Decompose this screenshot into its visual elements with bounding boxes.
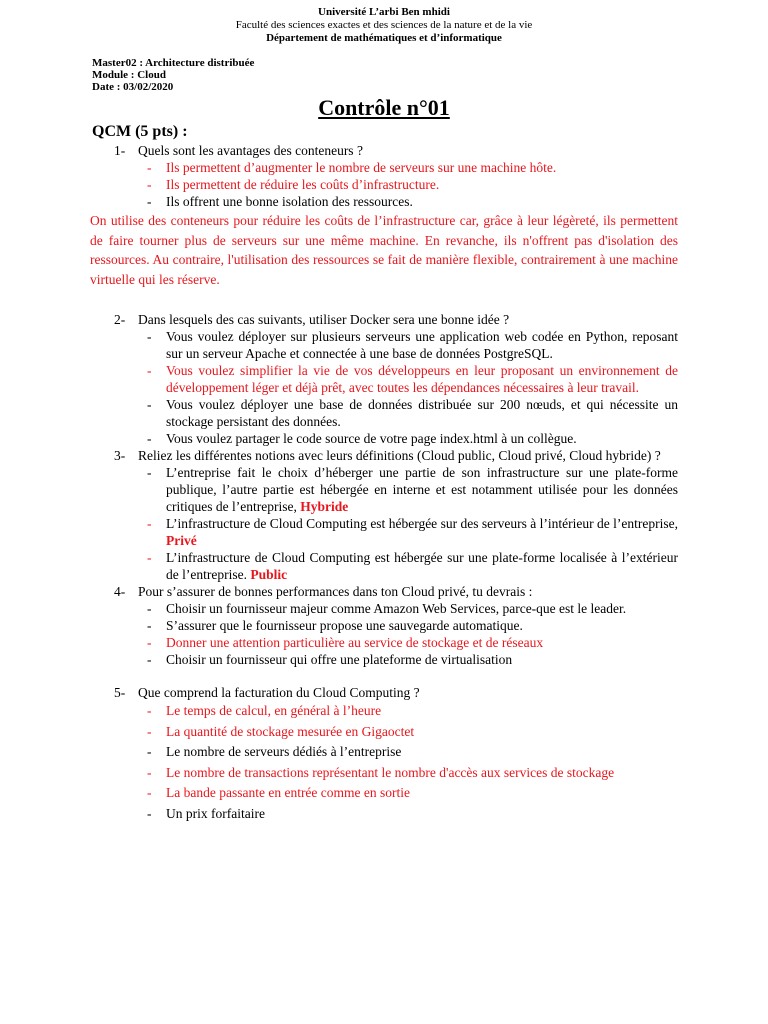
dash-bullet: - [147,785,152,800]
dash-bullet: - [147,635,152,650]
answer-option [90,763,678,784]
answer-label: Privé [166,533,197,548]
option-text: Un prix forfaitaire [166,805,265,821]
dash-bullet: - [147,550,152,565]
answer-option [90,651,678,668]
faculty-name: Faculté des sciences exactes et des sciences de la nature et de la vie [235,19,533,31]
answer-option [90,701,678,722]
university-name: Université L’arbi Ben mhidi [318,6,450,18]
answer-option [90,464,678,515]
answer-option [90,362,678,396]
dash-bullet: - [147,177,152,192]
answer-option [90,396,678,430]
question-3 [90,447,678,464]
option-text: Choisir un fournisseur majeur comme Amazon Web Services, parce-que est le leader. [166,601,627,616]
option-text: Vous voulez partager le code source de votre page index.html à un collègue. [166,431,577,446]
option-text: La bande passante en entrée comme en sortie [166,785,411,800]
question-text: Dans lesquels des cas suivants, utiliser Docker sera une bonne idée ? [138,312,510,327]
dash-bullet: - [147,397,152,412]
answer-label: Public [250,567,288,582]
option-text: Ils offrent une bonne isolation des ressources. [166,194,413,209]
question-4 [90,583,678,600]
explanation-text: On utilise des conteneurs pour réduire les coûts de l’infrastructure car, grâce à leur légèreté, ils permettent de faire tourner plus de serveurs sur une même machine. En revanche, ils n'offrent pas d'isolation des ressources. Au contraire, l'utilisation des ressources se fait de manière flexible, contrairement à une machine virtuelle qui les réserve. [90,213,678,287]
dash-bullet: - [147,516,152,531]
dash-bullet: - [147,329,152,344]
answer-option [90,722,678,743]
answer-option [90,783,678,804]
document-header [0,0,768,45]
dash-bullet: - [147,194,152,209]
questions [90,142,678,824]
question-2 [90,311,678,328]
answer-option [90,742,678,763]
answer-option [90,193,678,210]
option-text: Ils permettent de réduire les coûts d’infrastructure. [166,177,440,192]
option-text: La quantité de stockage mesurée en Gigaoctet [166,723,415,739]
dash-bullet: - [147,160,152,175]
question-number: 4- [114,584,126,599]
dash-bullet: - [147,363,152,378]
section-heading: QCM (5 pts) : [92,123,188,140]
option-text: Vous voulez déployer une base de données distribuée sur 200 nœuds, et qui nécessite un stockage persistant des données. [166,397,678,429]
option-text: L’infrastructure de Cloud Computing est hébergée sur une plate-forme localisée à l’extérieur de l’entreprise. [166,550,678,582]
option-text: Le nombre de transactions représentant le nombre d'accès aux services de stockage [166,764,615,780]
question-number: 2- [114,312,126,327]
option-text: L’entreprise fait le choix d’héberger une partie de son infrastructure sur une plate-forme publique, l’autre partie est hébergée en interne et est notamment utilisée pour les données critiques de l’entreprise, [166,465,678,514]
answer-option [90,328,678,362]
question-5 [90,684,678,701]
dash-bullet: - [147,764,152,780]
answer-option [90,617,678,634]
dash-bullet: - [147,805,152,821]
option-text: Vous voulez déployer sur plusieurs serveurs une application web codée en Python, reposant sur un serveur Apache et connectée à une base de données PostgreSQL. [166,329,678,361]
program-line: Master02 : Architecture distribuée [92,57,255,69]
module-line: Module : Cloud [92,69,166,81]
dash-bullet: - [147,723,152,739]
answer-option [90,430,678,447]
exam-meta [92,57,254,93]
dash-bullet: - [147,703,152,718]
option-text: S’assurer que le fournisseur propose une sauvegarde automatique. [166,618,523,633]
option-text: Ils permettent d’augmenter le nombre de serveurs sur une machine hôte. [166,160,557,175]
question-1 [90,142,678,159]
dash-bullet: - [147,744,152,759]
question-number: 3- [114,448,126,463]
question-text: Pour s’assurer de bonnes performances dans ton Cloud privé, tu devrais : [138,584,533,599]
dash-bullet: - [147,431,152,446]
option-text: Le nombre de serveurs dédiés à l’entreprise [166,744,402,759]
answer-option [90,600,678,617]
option-text: L’infrastructure de Cloud Computing est hébergée sur des serveurs à l’intérieur de l’entreprise, [166,516,678,531]
answer-option [90,159,678,176]
date-line: Date : 03/02/2020 [92,81,174,93]
answer-label: Hybride [300,499,349,514]
answer-option [90,634,678,651]
answer-option [90,176,678,193]
answer-option [90,549,678,583]
question-number: 1- [114,143,126,158]
option-text: Vous voulez simplifier la vie de vos développeurs en leur proposant un environnement de développement léger et déjà prêt, avec toutes les dépendances nécessaires à leur travail. [166,363,678,395]
dash-bullet: - [147,465,152,480]
dash-bullet: - [147,652,152,667]
option-text: Choisir un fournisseur qui offre une plateforme de virtualisation [166,652,513,667]
question-text: Quels sont les avantages des conteneurs ? [138,143,363,158]
dash-bullet: - [147,601,152,616]
title-text: Contrôle n°01 [318,95,450,120]
question-text: Que comprend la facturation du Cloud Computing ? [138,685,420,700]
answer-option [90,804,678,825]
option-text: Le temps de calcul, en général à l’heure [166,703,382,718]
question-text: Reliez les différentes notions avec leurs définitions (Cloud public, Cloud privé, Cloud hybride) ? [138,448,661,463]
department-name: Département de mathématiques et d’informatique [266,32,502,44]
option-text: Donner une attention particulière au service de stockage et de réseaux [166,635,544,650]
question-number: 5- [114,685,126,700]
page-title [0,95,768,121]
dash-bullet: - [147,618,152,633]
answer-option [90,515,678,549]
